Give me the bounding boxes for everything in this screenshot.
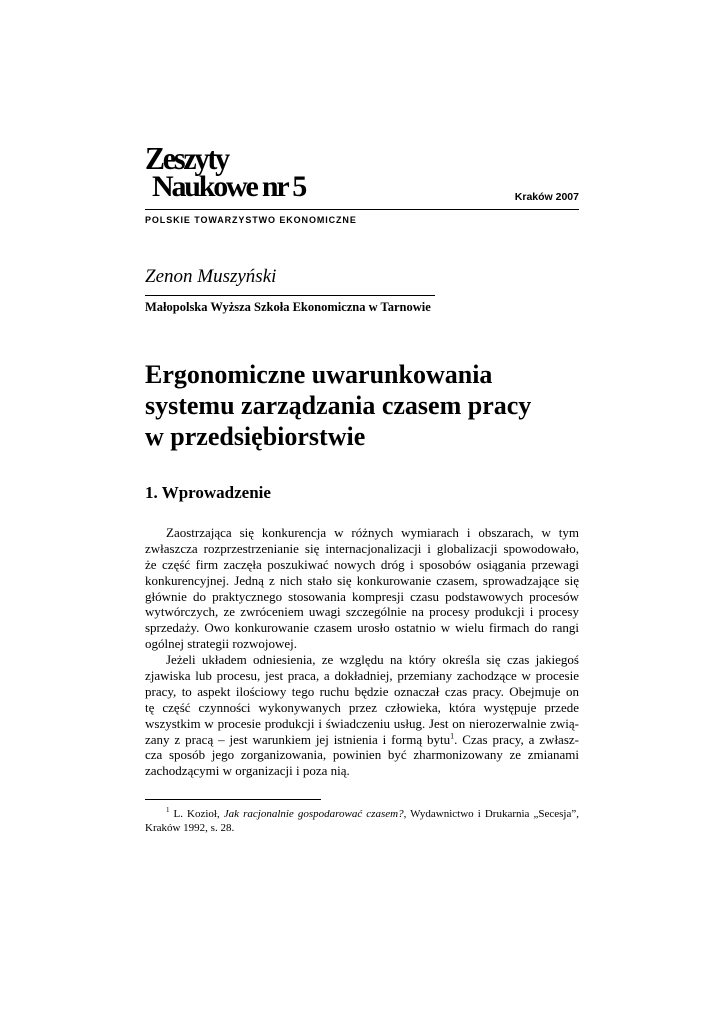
paragraph-line: zwłaszcza rozprzestrzenianie się internacjonalizacji i globalizacji spowodowało, xyxy=(145,540,579,556)
masthead-rule xyxy=(145,209,579,210)
footnote-reference[interactable]: 1 xyxy=(450,731,455,741)
footnote-separator xyxy=(145,799,321,800)
line-text: zany z pracą – jest warunkiem jej istnienia i formą bytu xyxy=(145,731,451,747)
body-text xyxy=(145,525,579,779)
footnote-line xyxy=(145,807,579,821)
author-affiliation: Małopolska Wyższa Szkoła Ekonomiczna w Tarnowie xyxy=(145,300,431,314)
article-title xyxy=(145,359,585,452)
paragraph-line: wytwórczych, ze zwróceniem uwagi szczególnie na procesy produkcji i procesy xyxy=(145,604,579,620)
paragraph-line: że część firm zaczęła poszukiwać nowych dróg i sposobów osiągania przewagi xyxy=(145,556,579,572)
author-rule xyxy=(145,295,435,296)
paragraph-line: tę część czynności wykonywanych przez człowieka, która występuje przede xyxy=(145,699,579,715)
publisher-name: POLSKIE TOWARZYSTWO EKONOMICZNE xyxy=(145,215,357,225)
journal-masthead xyxy=(145,141,579,225)
title-line: w przedsiębiorstwie xyxy=(145,422,366,451)
paragraph-line-with-footnote xyxy=(145,732,579,748)
section-heading: 1. Wprowadzenie xyxy=(145,483,271,502)
paragraph-line: głównie do praktycznego stosowania kompresji czasu podstawowych procesów xyxy=(145,588,579,604)
paragraph-line: zjawiska lub procesu, jest praca, a dokładniej, przemiany zachodzące w procesie xyxy=(145,668,579,684)
footnote-line: Kraków 1992, s. 28. xyxy=(145,822,235,834)
footnote xyxy=(145,807,579,835)
paragraph-line: zachodzącymi w organizacji i poza nią. xyxy=(145,763,350,779)
title-line: systemu zarządzania czasem pracy xyxy=(145,391,532,420)
paragraph-line: wszystkim w procesie produkcji i świadczeniu usług. Jest on nierozerwalnie zwią- xyxy=(145,715,579,731)
paragraph-line: pracy, to aspekt ilościowy tego ruchu będzie oznaczał czas pracy. Obejmuje on xyxy=(145,683,579,699)
line-text: . Czas pracy, a zwłasz- xyxy=(454,731,579,747)
logo-line-2: Naukowe nr 5 xyxy=(152,170,306,203)
paragraph-line: sprzedaży. Owo konkurowanie czasem urosło ostatnio w wielu firmach do rangi xyxy=(145,620,579,636)
footnote-publisher: , Wydawnictwo i Drukarnia „Secesja”, xyxy=(403,808,579,820)
title-line: Ergonomiczne uwarunkowania xyxy=(145,360,493,389)
paragraph-line: konkurencyjnej. Jedną z nich stało się konkurowanie czasem, sprowadzające się xyxy=(145,572,579,588)
paragraph-line: Zaostrzająca się konkurencja w różnych wymiarach i obszarach, w tym xyxy=(166,525,579,540)
paragraph-line: cza sposób jego zorganizowania, powinien być zharmonizowany ze zmianami xyxy=(145,747,579,763)
place-year: Kraków 2007 xyxy=(514,191,579,203)
author-name: Zenon Muszyński xyxy=(145,266,277,287)
paragraph-line: Jeżeli układem odniesienia, ze względu na który określa się czas jakiegoś xyxy=(166,652,579,668)
footnote-mark: 1 xyxy=(166,806,170,815)
logo-line-1: Zeszyty xyxy=(145,141,228,177)
paragraph-line: ogólnej strategii rozwojowej. xyxy=(145,636,297,652)
footnote-book-title: Jak racjonalnie gospodarować czasem? xyxy=(223,808,404,820)
footnote-author: L. Kozioł, xyxy=(173,808,224,820)
